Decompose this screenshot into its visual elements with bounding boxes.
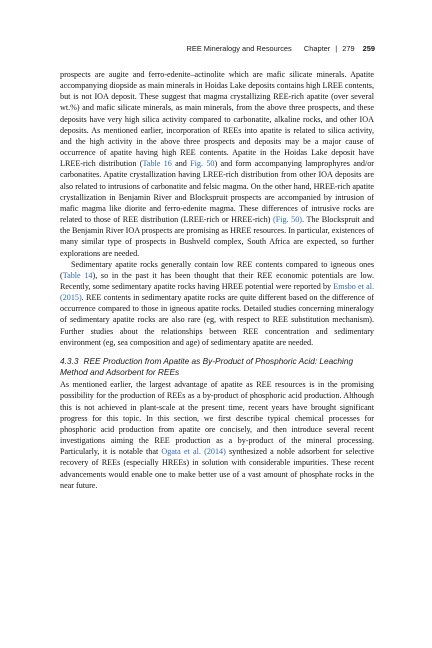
paragraph-text: As mentioned earlier, the largest advantage of apatite as REE resources is in the promising possibility for the production of REEs as a by-product of phosphoric acid production. Although this is not achieved in plant-scale at the present time, recent years have brought significant progress for this topic. In this section, we first describe typical chemical processes for phosphoric acid production from apatite ore concisely, and then introduce several recent investigations aiming the REE production as a by-product of the mineral processing. Particularly, it is notable that [60, 380, 374, 457]
paragraphs-before-section [60, 69, 374, 348]
section-number: 4.3.3 [60, 355, 79, 366]
header-divider: | [335, 44, 338, 53]
paragraph-text: . REE contents in sedimentary apatite rocks are quite different based on the difference of occurrence compared to those in igneous apatite rocks. Detailed studies concerning mineralogy of sedimentary apatite rocks are also rare (eg, with respect to REE substitution mechanism). Further studies about the relationships between REE concentration and sedimentary environment (eg, sea composition and age) of sedimentary apatite are needed. [60, 293, 374, 347]
paragraphs-after-section [60, 379, 374, 491]
page-number: 259 [362, 44, 375, 53]
section-heading [60, 356, 374, 378]
cross-reference-link[interactable]: Emsbo et al. (2015) [60, 281, 374, 303]
paragraph-text: ), so in the past it has been thought that their REE economic potentials are low. Recently, some sedimentary apatite rocks having HREE potential were reported by [60, 270, 374, 291]
chapter-label: Chapter [303, 44, 331, 53]
paragraph-text: . The Blockspruit and the Benjamin River IOA prospects are promising as HREE resources. In particular, existences of many similar type of prospects in Bushveld complex, South Africa are expected, so further explorations are needed. [60, 215, 374, 258]
paragraph-text: Sedimentary apatite rocks generally contain low REE contents compared to igneous ones ( [60, 259, 374, 280]
paragraph-text: synthesized a noble adsorbent for selective recovery of REEs (especially HREEs) in solution with considerable impurities. These recent advancements would enable one to make better use of a vast amount of phosphate rocks in the near future. [60, 447, 374, 490]
paragraph-text: ) and form accompanying lamprophyres and/or carbonatites. Apatite crystallization having LREE-rich distribution from other IOA deposits are also related to intrusions of carbonatite and felsic magma. On the other hand, HREE-rich apatite crystallization in Benjamin River and Blockspruit prospects are accompanied by intrusion of mafic magma like diorite and ferro-edenite magma. These differences of intrusive rocks are related to those of REE distribution (LREE-rich or HREE-rich) [60, 159, 375, 225]
section-title: REE Production from Apatite as By-Product of Phosphoric Acid: Leaching Method and Adsorbent for REEs [60, 355, 354, 378]
paragraph [60, 69, 374, 259]
chapter-number: 279 [342, 44, 355, 53]
body-text [60, 69, 374, 491]
paragraph [60, 379, 374, 491]
paragraph [60, 259, 374, 348]
header-separator [297, 44, 299, 53]
paragraph-text: and [171, 159, 191, 169]
cross-reference-link[interactable]: Ogata et al. (2014) [161, 447, 226, 457]
cross-reference-link[interactable]: Table 16 [142, 159, 172, 169]
running-header [60, 44, 375, 53]
cross-reference-link[interactable]: Table 14 [62, 270, 93, 280]
paragraph-text: prospects are augite and ferro-edenite–actinolite which are mafic silicate minerals. Apatite accompanying diopside as main minerals in Hoidas Lake deposits contains high LREE contents, but is not IOA deposit. These suggest that magma crystallizing REE-rich apatite (over several wt.%) and mafic silicate minerals, as main minerals, from the above three prospects, and these deposits have very high silica activity compared to carbonatite, alkaline rocks, and other IOA deposits. As mentioned earlier, incorporation of REEs into apatite is related to silica activity, and the high activity in the above three prospects and deposits may be a major cause of occurrence of apatite having high REE contents. Apatite in the Hoidas Lake deposit have LREE-rich distribution ( [60, 70, 374, 169]
cross-reference-link[interactable]: Fig. 50 [190, 159, 215, 169]
book-title: REE Mineralogy and Resources [186, 44, 292, 53]
cross-reference-link[interactable]: (Fig. 50) [273, 215, 303, 225]
